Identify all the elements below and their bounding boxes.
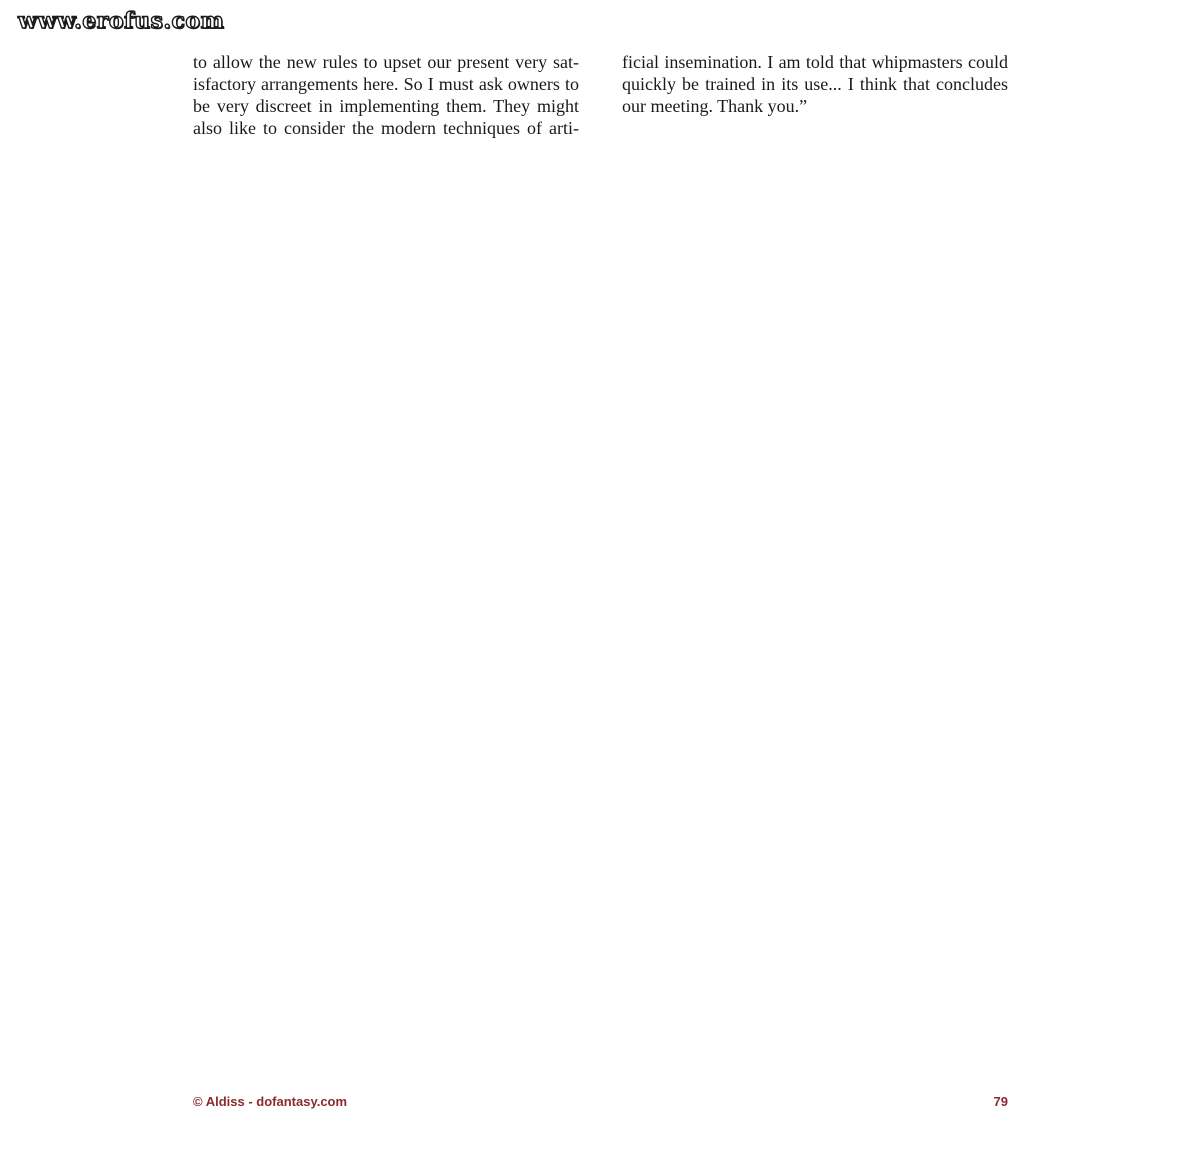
text-line: our meeting. Thank you.” <box>622 96 808 116</box>
page-number: 79 <box>993 1094 1008 1109</box>
footer-credit: © Aldiss - dofantasy.com <box>193 1094 348 1109</box>
text-line: to allow the new rules to upset our present very sat- <box>193 52 579 72</box>
text-line: be very discreet in implementing them. They might <box>193 96 579 116</box>
text-line: also like to consider the modern techniques of arti- <box>193 118 579 138</box>
text-column-left <box>193 51 579 139</box>
text-column-right <box>622 51 1008 117</box>
text-line: isfactory arrangements here. So I must ask owners to <box>193 74 579 94</box>
watermark-logo: www.erofus.com <box>18 8 225 34</box>
text-line: ficial insemination. I am told that whipmasters could <box>622 52 1008 72</box>
text-line: quickly be trained in its use... I think that concludes <box>622 74 1008 94</box>
